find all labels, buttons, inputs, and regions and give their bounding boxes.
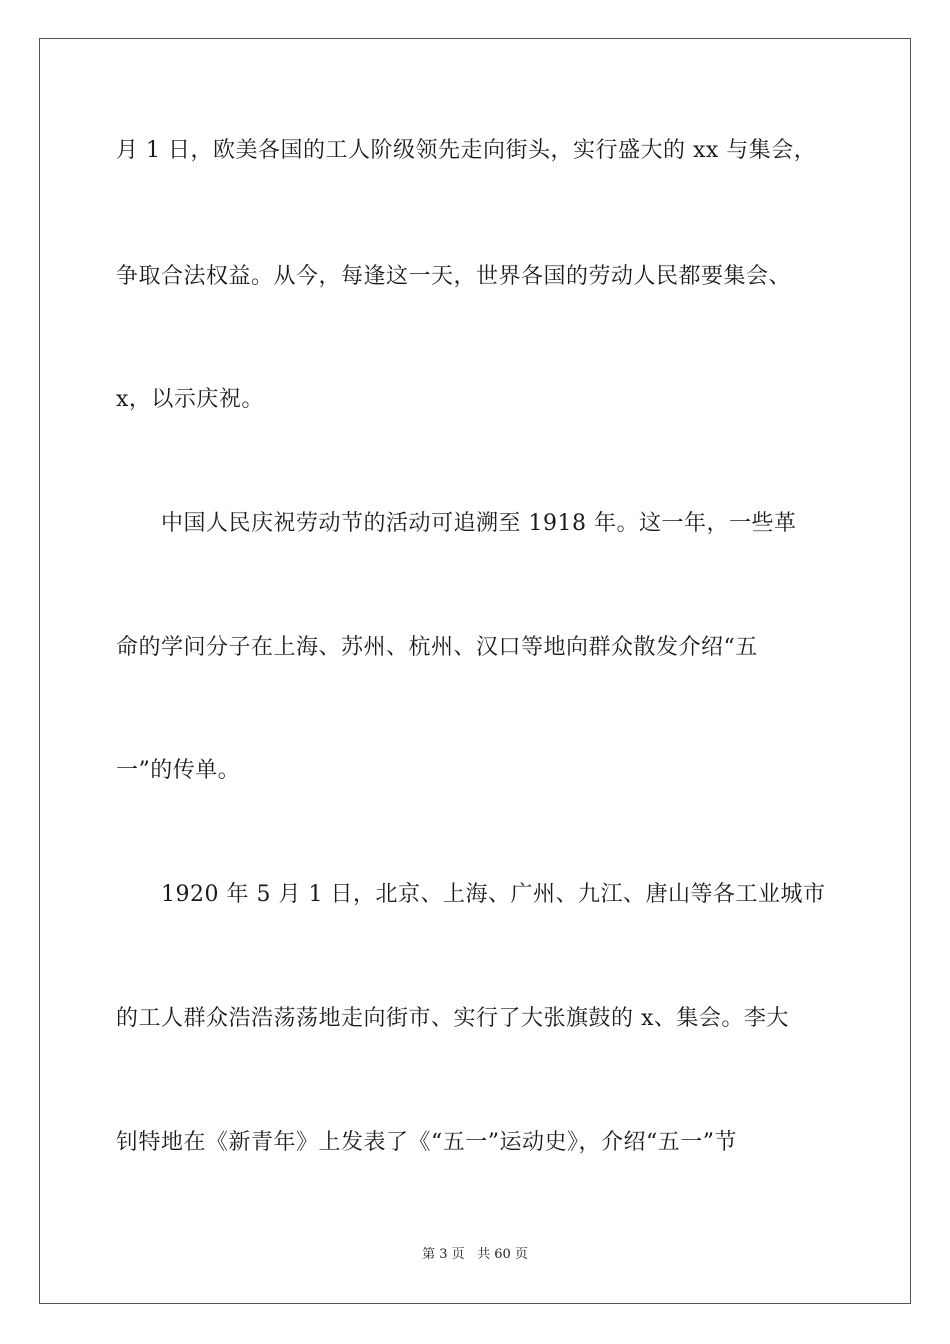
text-line-7: 1920 年 5 月 1 日，北京、上海、广州、九江、唐山等各工业城市 — [116, 882, 826, 907]
page-footer — [0, 1247, 950, 1263]
text-line-9: 钊特地在《新青年》上发表了《“五一”运动史》，介绍“五一”节 — [116, 1130, 737, 1155]
text-line-1: 月 1 日，欧美各国的工人阶级领先走向街头，实行盛大的 xx 与集会， — [116, 138, 817, 163]
page-total: 共 60 页 — [477, 1247, 528, 1262]
text-line-3: x，以示庆祝。 — [116, 387, 264, 412]
page-number: 第 3 页 — [422, 1247, 465, 1262]
text-line-2: 争取合法权益。从今，每逢这一天，世界各国的劳动人民都要集会、 — [116, 264, 792, 289]
text-line-8: 的工人群众浩浩荡荡地走向街市、实行了大张旗鼓的 x、集会。李大 — [116, 1006, 789, 1031]
text-line-5: 命的学问分子在上海、苏州、杭州、汉口等地向群众散发介绍“五 — [116, 635, 758, 660]
page-border — [39, 38, 911, 1304]
text-line-6: 一”的传单。 — [116, 758, 241, 783]
text-line-4: 中国人民庆祝劳动节的活动可追溯至 1918 年。这一年，一些革 — [116, 511, 797, 536]
